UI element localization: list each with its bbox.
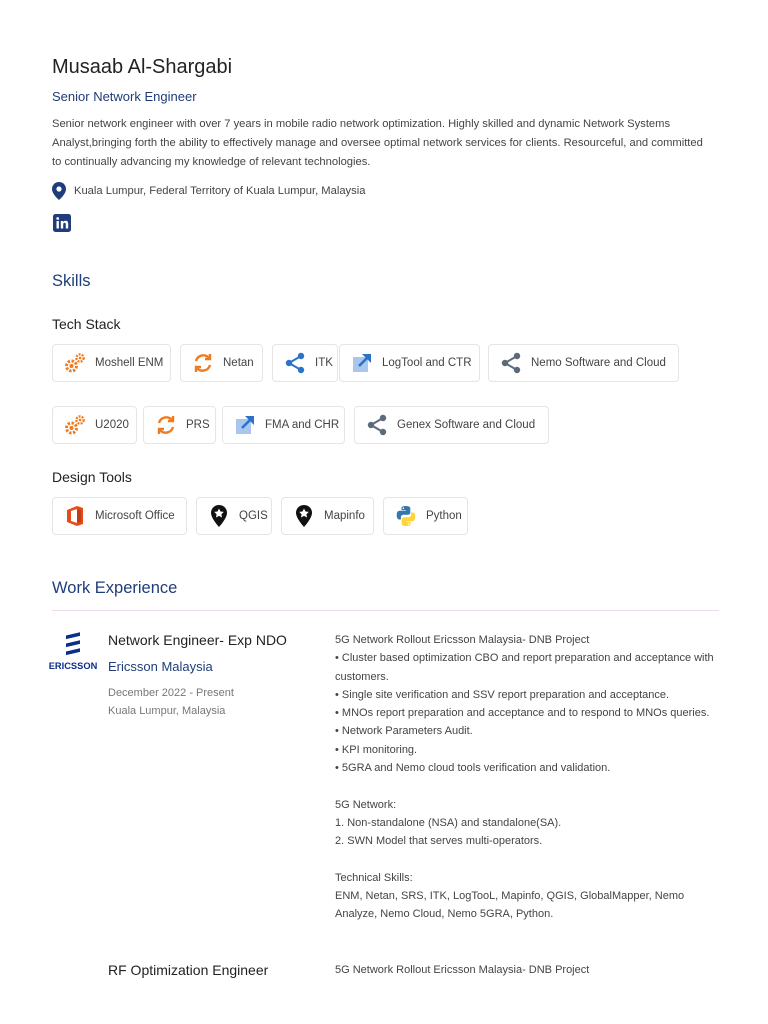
tool-chip-label: Mapinfo [324, 510, 365, 522]
desc-line: 5G Network: [335, 798, 397, 811]
job-description [335, 961, 715, 979]
skill-chip-label: ITK [315, 357, 333, 369]
profile-summary: Senior network engineer with over 7 years in mobile radio network optimization. Highly skilled and dynamic Network Systems Analyst,bringing forth the ability to effectively manage and oversee optimal network services for clients. Resourceful, and committed to continually advancing my knowledge of relevant technologies. [52, 118, 703, 168]
tool-chip-label: Python [426, 510, 462, 522]
skill-chip-logtool-ctr [339, 344, 480, 382]
tool-chip-qgis [196, 497, 272, 535]
desc-line: 5G Network Rollout Ericsson Malaysia- DNB Project [335, 964, 590, 976]
ericsson-logo [48, 632, 98, 672]
desc-line [335, 777, 715, 795]
refresh-icon [154, 413, 178, 437]
skill-chip-label: Nemo Software and Cloud [531, 357, 666, 369]
desc-line: 2. SWN Model that serves multi-operators. [335, 835, 543, 848]
desc-line: • Cluster based optimization CBO and report preparation and acceptance with customers. [335, 652, 714, 683]
design-tools-heading: Design Tools [52, 469, 132, 485]
location-text: Kuala Lumpur, Federal Territory of Kuala Lumpur, Malaysia [74, 185, 366, 197]
map-pin-icon [207, 504, 231, 528]
share-icon [283, 351, 307, 375]
map-marker-icon [52, 182, 66, 200]
location-row [52, 181, 365, 201]
desc-line [335, 851, 715, 869]
skill-chip-label: Moshell ENM [95, 357, 164, 369]
section-divider [52, 610, 719, 611]
job-dates: December 2022 - Present [108, 687, 234, 699]
desc-line: • KPI monitoring. [335, 743, 418, 756]
python-icon [394, 504, 418, 528]
desc-line: ENM, Netan, SRS, ITK, LogTooL, Mapinfo, QGIS, GlobalMapper, Nemo Analyze, Nemo Cloud, Nemo 5GRA, Python. [335, 890, 685, 921]
work-experience-heading: Work Experience [52, 579, 178, 597]
share-icon [365, 413, 389, 437]
tool-chip-mapinfo [281, 497, 374, 535]
desc-line: 5G Network Rollout Ericsson Malaysia- DNB Project [335, 634, 590, 646]
skill-chip-label: Genex Software and Cloud [397, 419, 536, 431]
linkedin-icon[interactable] [52, 213, 72, 233]
job-location: Kuala Lumpur, Malaysia [108, 705, 226, 717]
desc-line: • 5GRA and Nemo cloud tools verification and validation. [335, 762, 611, 775]
ericsson-logo-text: ERICSSON [48, 661, 98, 671]
tool-chip-microsoft-office [52, 497, 187, 535]
skill-chip-itk [272, 344, 338, 382]
desc-line: 1. Non-standalone (NSA) and standalone(SA). [335, 816, 562, 829]
skill-chip-label: FMA and CHR [265, 419, 340, 431]
skill-chip-prs [143, 406, 216, 444]
skill-chip-nemo [488, 344, 679, 382]
tool-chip-label: Microsoft Office [95, 510, 175, 522]
desc-line: • Network Parameters Audit. [335, 725, 473, 738]
skill-chip-genex [354, 406, 549, 444]
skill-chip-label: PRS [186, 419, 210, 431]
skill-chip-moshell-enm [52, 344, 171, 382]
skills-heading: Skills [52, 272, 91, 290]
skill-chip-netan [180, 344, 263, 382]
job-title: Network Engineer- Exp NDO [108, 632, 287, 648]
refresh-icon [191, 351, 215, 375]
tech-stack-heading: Tech Stack [52, 316, 121, 332]
job-title: RF Optimization Engineer [108, 962, 269, 978]
job-title-headline: Senior Network Engineer [52, 89, 197, 104]
skill-chip-fma-chr [222, 406, 345, 444]
desc-line: • MNOs report preparation and acceptance and to respond to MNOs queries. [335, 707, 710, 720]
tool-chip-python [383, 497, 468, 535]
tool-chip-label: QGIS [239, 510, 268, 522]
skill-chip-label: Netan [223, 357, 254, 369]
job-description [335, 631, 715, 924]
desc-line: • Single site verification and SSV report preparation and acceptance. [335, 688, 670, 701]
share-icon [499, 351, 523, 375]
company-name: Ericsson Malaysia [108, 659, 213, 674]
external-arrow-icon [233, 413, 257, 437]
gears-icon [63, 413, 87, 437]
map-pin-icon [292, 504, 316, 528]
gears-icon [63, 351, 87, 375]
desc-line: Technical Skills: [335, 871, 413, 884]
office-icon [63, 504, 87, 528]
skill-chip-label: U2020 [95, 419, 129, 431]
candidate-name: Musaab Al-Shargabi [52, 56, 233, 78]
external-arrow-icon [350, 351, 374, 375]
skill-chip-u2020 [52, 406, 137, 444]
skill-chip-label: LogTool and CTR [382, 357, 472, 369]
